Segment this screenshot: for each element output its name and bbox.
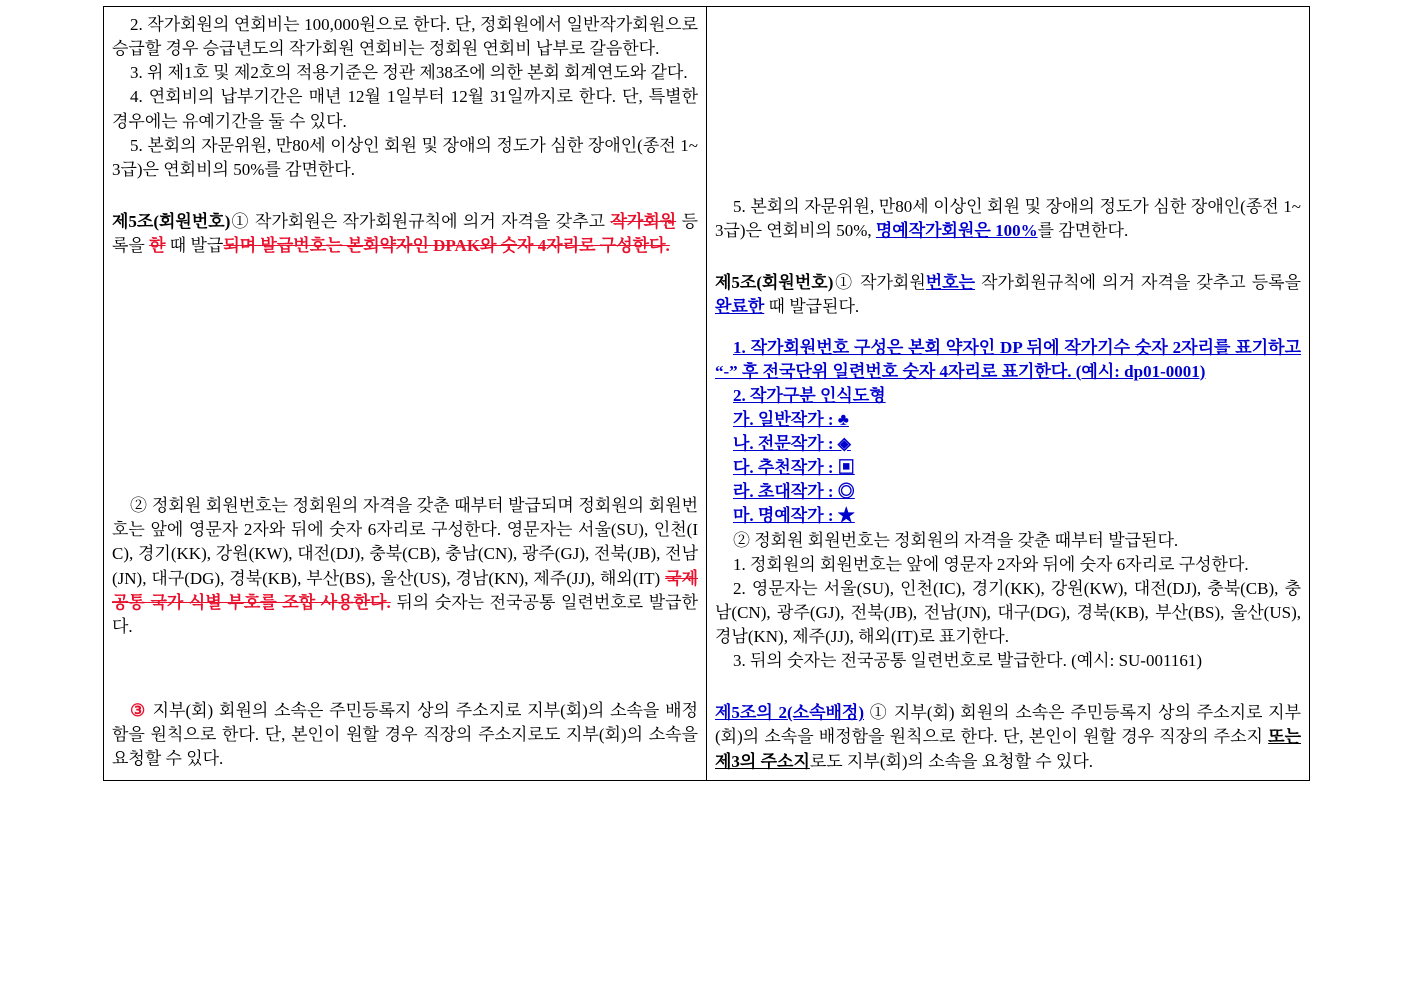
deleted-text-1: 작가회원 xyxy=(610,211,677,231)
spacer xyxy=(715,243,1301,271)
paragraph-3-marker-icon: ③ xyxy=(130,700,147,720)
revised-article-5-p1-a: ① 작가회원 xyxy=(833,273,926,293)
amendment-comparison-table xyxy=(103,6,1310,781)
article-5-p2-tail: 뒤의 숫자는 전국공통 일련번호로 발급한다. xyxy=(112,592,698,636)
clause-5: 5. 본회의 자문위원, 만80세 이상인 회원 및 장애의 정도가 심한 장애인(종전 1~3급)은 연회비의 50%를 감면한다. xyxy=(112,135,698,179)
revised-article-5-p1-b: 작가회원규칙에 의거 자격을 갖추고 등록을 xyxy=(981,273,1301,293)
article-5-p2-text: ② 정회원 회원번호는 정회원의 자격을 갖춘 때부터 발급되며 정회원의 회원번호는 앞에 영문자 2자와 뒤에 숫자 6자리로 구성한다. 영문자는 서울(SU), 인천(IC), 경기(KK), 강원(KW), 대전(DJ), 충북(CB), 충남(CN), 광주(GJ), 전북(JB), 전남(JN), 대구(DG), 경북(KB), 부산(BS), 울산(US), 경남(KN), 제주(JJ), 해외(IT) xyxy=(112,496,698,588)
revised-sub-clause-2-e: 마. 명예작가 : ★ xyxy=(733,506,855,526)
spacer xyxy=(112,639,698,699)
revised-clause-5-b: 를 감면한다. xyxy=(1037,221,1129,241)
inserted-text-2: 번호는 xyxy=(925,273,976,293)
revised-article-5-2 xyxy=(715,701,1301,773)
revised-article-5-2-a: ① 지부(회) 회원의 소속은 주민등록지 상의 주소지로 지부(회)의 소속을 배정함을 원칙으로 한다. 단, 본인이 원할 경우 직장의 주소지 xyxy=(715,703,1302,747)
revised-sub-clause-2-d: 라. 초대작가 : ◎ xyxy=(733,482,855,502)
clause-4: 4. 연회비의 납부기간은 매년 12월 1일부터 12월 31일까지로 한다. 단, 특별한 경우에는 유예기간을 둘 수 있다. xyxy=(112,87,698,131)
article-5-paragraph-2 xyxy=(112,494,698,639)
revised-sub-clause-2-c: 다. 추천작가 : ▣ xyxy=(733,458,855,478)
spacer xyxy=(112,182,698,210)
inserted-text-4: 또는 제3의 주소지 xyxy=(715,727,1302,771)
revised-clause-5 xyxy=(715,195,1301,243)
table-row xyxy=(104,7,1310,781)
spacer xyxy=(715,13,1301,195)
article-5-p1-text-a: ① 작가회원은 작가회원규칙에 의거 자격을 갖추고 xyxy=(230,211,606,231)
revised-article-5-paragraph-1 xyxy=(715,271,1301,319)
deleted-text-4: 국제 공통 국가 식별 부호를 조합 사용한다. xyxy=(112,568,698,612)
revised-sub-clause-2-b: 나. 전문작가 : ◈ xyxy=(733,434,851,453)
revised-article-5-p2-item-3: 3. 뒤의 숫자는 전국공통 일련번호로 발급한다. (예시: SU-001161) xyxy=(733,651,1202,671)
revised-clause-5-a: 5. 본회의 자문위원, 만80세 이상인 회원 및 장애의 정도가 심한 장애인(종전 1~3급)은 연회비의 50%, xyxy=(715,197,1301,241)
inserted-text-3: 완료한 xyxy=(715,297,765,317)
current-provisions-cell xyxy=(104,7,707,781)
article-5-p1-text-c: 때 발급 xyxy=(169,236,224,255)
revised-article-5-2-heading: 제5조의 2(소속배정) xyxy=(715,703,865,723)
article-5-heading: 제5조(회원번호) xyxy=(112,211,231,231)
revised-provisions-cell xyxy=(707,7,1310,781)
revised-article-5-p2-item-1: 1. 정회원의 회원번호는 앞에 영문자 2자와 뒤에 숫자 6자리로 구성한다. xyxy=(733,554,1249,574)
revised-article-5-p2-item-2: 2. 영문자는 서울(SU), 인천(IC), 경기(KK), 강원(KW), 대전(DJ), 충북(CB), 충남(CN), 광주(GJ), 전북(JB), 전남(JN), 대구(DG), 경북(KB), 부산(BS), 울산(US), 경남(KN), 제주(JJ), 해외(IT)로 표기한다. xyxy=(715,578,1301,646)
inserted-text-1: 명예작가회원은 100% xyxy=(875,221,1038,241)
spacer xyxy=(112,258,698,494)
revised-article-5-2-b: 로도 지부(회)의 소속을 요청할 수 있다. xyxy=(809,751,1094,771)
revised-article-5-p1-c: 때 발급된다. xyxy=(768,297,860,317)
spacer xyxy=(715,320,1301,336)
clause-2: 2. 작가회원의 연회비는 100,000원으로 한다. 단, 정회원에서 일반작가회원으로 승급할 경우 승급년도의 작가회원 연회비는 정회원 연회비 납부로 갈음한다. xyxy=(112,15,698,59)
article-5-paragraph-3 xyxy=(112,699,698,771)
article-5-p3-text: 지부(회) 회원의 소속은 주민등록지 상의 주소지로 지부(회)의 소속을 배정함을 원칙으로 한다. 단, 본인이 원할 경우 직장의 주소지로도 지부(회)의 소속을 요청할 수 있다. xyxy=(112,700,698,769)
revised-sub-clause-1: 1. 작가회원번호 구성은 본회 약자인 DP 뒤에 작가기수 숫자 2자리를 표기하고 “-” 후 전국단위 일련번호 숫자 4자리로 표기한다. (예시: dp01-0001) xyxy=(715,337,1301,381)
deleted-text-2: 한 xyxy=(149,236,166,255)
deleted-text-3: 되며 발급번호는 본회약자인 DPAK와 숫자 4자리로 구성한다. xyxy=(223,236,670,255)
revised-article-5-heading: 제5조(회원번호) xyxy=(715,273,834,293)
revised-sub-clause-2-a: 가. 일반작가 : ♣ xyxy=(733,409,849,429)
revised-article-5-paragraph-2: ② 정회원 회원번호는 정회원의 자격을 갖춘 때부터 발급된다. xyxy=(733,530,1179,550)
article-5-paragraph-1 xyxy=(112,210,698,258)
clause-3: 3. 위 제1호 및 제2호의 적용기준은 정관 제38조에 의한 본회 회계연도와 같다. xyxy=(130,63,688,83)
spacer xyxy=(715,673,1301,701)
revised-sub-clause-2: 2. 작가구분 인식도형 xyxy=(733,385,886,405)
article-5-p1-text-b: 등록을 xyxy=(112,211,699,255)
